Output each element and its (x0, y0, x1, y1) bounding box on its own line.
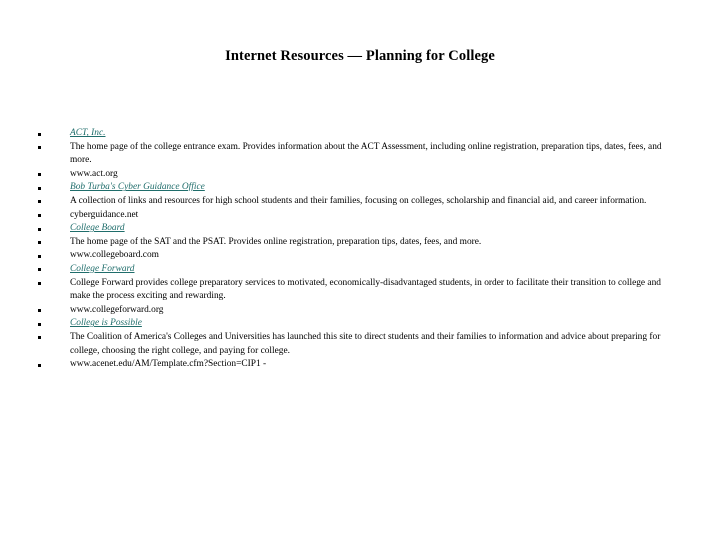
resource-description: The home page of the SAT and the PSAT. Provides online registration, preparation tips, dates, fees, and more. (70, 236, 482, 247)
list-item (38, 195, 678, 209)
list-item (38, 168, 678, 182)
list-item (38, 263, 678, 277)
list-item (38, 222, 678, 236)
resource-description: The home page of the college entrance exam. Provides information about the ACT Assessment, including online registration, preparation tips, dates, fees, and more. (70, 141, 662, 166)
bullet-icon (38, 200, 41, 203)
resource-description: College Forward provides college preparatory services to motivated, economically-disadvantaged students, in order to facilitate their transition to college and make the process exciting and rewarding. (70, 277, 661, 302)
resource-url: www.collegeboard.com (70, 250, 159, 261)
page-title: Internet Resources — Planning for College (225, 48, 495, 64)
bullet-icon (38, 268, 41, 271)
resource-description: A collection of links and resources for high school students and their families, focusing on colleges, scholarship and financial aid, and career information. (70, 195, 647, 206)
resource-link-college-forward[interactable]: College Forward (70, 263, 135, 274)
bullet-icon (38, 133, 41, 136)
bullet-icon (38, 173, 41, 176)
list-item (38, 209, 678, 223)
list-item (38, 304, 678, 318)
resource-description: The Coalition of America's Colleges and Universities has launched this site to direct students and their families to information and advice about preparing for college, choosing the right college, and paying for college. (70, 331, 661, 356)
bullet-icon (38, 228, 41, 231)
list-item (38, 317, 678, 331)
bullet-icon (38, 146, 41, 149)
list-item (38, 236, 678, 250)
resource-link-act[interactable]: ACT, Inc. (70, 128, 106, 138)
list-item (38, 181, 678, 195)
resource-link-college-board[interactable]: College Board (70, 223, 125, 234)
resource-url: cyberguidance.net (70, 209, 139, 220)
list-item (38, 141, 678, 168)
resource-link-cyber-guidance[interactable]: Bob Turba's Cyber Guidance Office (70, 182, 205, 193)
bullet-icon (38, 282, 41, 285)
resource-list (38, 127, 678, 372)
list-item (38, 358, 678, 372)
list-item (38, 277, 678, 304)
bullet-icon (38, 364, 41, 367)
bullet-icon (38, 187, 41, 190)
bullet-icon (38, 323, 41, 326)
bullet-icon (38, 255, 41, 258)
bullet-icon (38, 214, 41, 217)
resource-link-college-is-possible[interactable]: College is Possible (70, 318, 142, 329)
list-item (38, 331, 678, 358)
resource-url: www.collegeforward.org (70, 304, 164, 315)
resource-url: www.acenet.edu/AM/Template.cfm?Section=CIP1 - (70, 359, 267, 370)
list-item (38, 249, 678, 263)
bullet-icon (38, 336, 41, 339)
bullet-icon (38, 241, 41, 244)
bullet-icon (38, 309, 41, 312)
list-item (38, 127, 678, 141)
resource-url: www.act.org (70, 168, 118, 179)
